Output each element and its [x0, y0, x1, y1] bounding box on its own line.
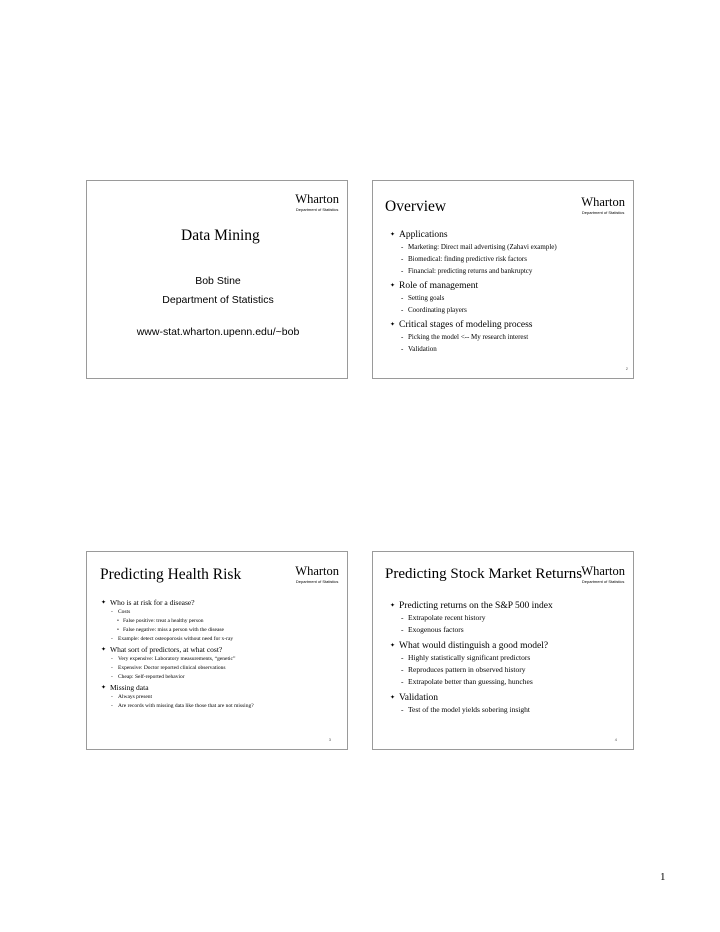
sub-item: - Are records with missing data like those that are not missing? [109, 702, 345, 711]
logo-dept: Department of Statistics [295, 578, 339, 584]
slide-number: 3 [328, 737, 331, 742]
slide-3 [86, 551, 348, 750]
sub-item: - Biomedical: finding predictive risk factors [399, 253, 630, 265]
slide-1-title: Data Mining [181, 227, 260, 244]
bullet-item: ✦ Applications [390, 229, 630, 241]
sub-item: - Exogenous factors [399, 624, 630, 636]
sub-sub-item: • False positive: treat a healthy person [109, 617, 345, 626]
sub-item: - Picking the model <-- My research interest [399, 331, 630, 343]
wharton-logo [581, 565, 625, 584]
bullet-item: ✦ Critical stages of modeling process [390, 319, 630, 331]
sub-sub-item: • False negative: miss a person with the disease [109, 626, 345, 635]
sub-item: - Costs [109, 608, 345, 617]
wharton-logo [295, 193, 339, 212]
bullet-item: ✦ Role of management [390, 280, 630, 292]
logo-dept: Department of Statistics [581, 209, 625, 215]
logo-dept: Department of Statistics [581, 578, 625, 584]
wharton-logo [295, 565, 339, 584]
sub-item: - Marketing: Direct mail advertising (Zahavi example) [399, 241, 630, 253]
author-name: Bob Stine [195, 275, 241, 287]
sub-item: - Extrapolate recent history [399, 612, 630, 624]
slide-3-list [101, 598, 345, 711]
sub-item: - Very expensive: Laboratory measurements, “genetic” [109, 655, 345, 664]
sub-item: - Test of the model yields sobering insight [399, 704, 630, 716]
bullet-item: ✦ Predicting returns on the S&P 500 index [390, 600, 630, 612]
sub-item: - Extrapolate better than guessing, hunches [399, 676, 630, 688]
bullet-item: ✦ Who is at risk for a disease? [101, 598, 345, 608]
page-number: 1 [660, 871, 666, 883]
sub-item: - Example: detect osteoporosis without need for x-ray [109, 635, 345, 644]
bullet-item: ✦ What would distinguish a good model? [390, 640, 630, 652]
slide-3-title: Predicting Health Risk [100, 566, 242, 583]
logo-text: Wharton [581, 195, 625, 209]
sub-item: - Coordinating players [399, 304, 630, 316]
logo-text: Wharton [295, 192, 339, 206]
logo-text: Wharton [581, 564, 625, 578]
slide-number: 2 [625, 366, 628, 371]
sub-item: - Expensive: Doctor reported clinical observations [109, 664, 345, 673]
slide-number: 4 [614, 737, 617, 742]
sub-item: - Financial: predicting returns and bankruptcy [399, 265, 630, 277]
slide-4 [372, 551, 634, 750]
sub-item: - Reproduces pattern in observed history [399, 664, 630, 676]
sub-item: - Always present [109, 693, 345, 702]
bullet-item: ✦ What sort of predictors, at what cost? [101, 645, 345, 655]
wharton-logo [581, 196, 625, 215]
slide-2-title: Overview [385, 198, 447, 215]
logo-text: Wharton [295, 564, 339, 578]
sub-item: - Setting goals [399, 292, 630, 304]
slide-2 [372, 180, 634, 379]
sub-item: - Cheap: Self-reported behavior [109, 673, 345, 682]
sub-item: - Validation [399, 343, 630, 355]
slide-4-list [390, 600, 630, 716]
slide-2-list [390, 229, 630, 355]
slide-4-title: Predicting Stock Market Returns [385, 566, 583, 582]
logo-dept: Department of Statistics [295, 206, 339, 212]
sub-item: - Highly statistically significant predictors [399, 652, 630, 664]
bullet-item: ✦ Validation [390, 692, 630, 704]
slide-1 [86, 180, 348, 379]
author-url[interactable]: www-stat.wharton.upenn.edu/~bob [136, 326, 300, 338]
author-department: Department of Statistics [162, 294, 274, 306]
bullet-item: ✦ Missing data [101, 683, 345, 693]
